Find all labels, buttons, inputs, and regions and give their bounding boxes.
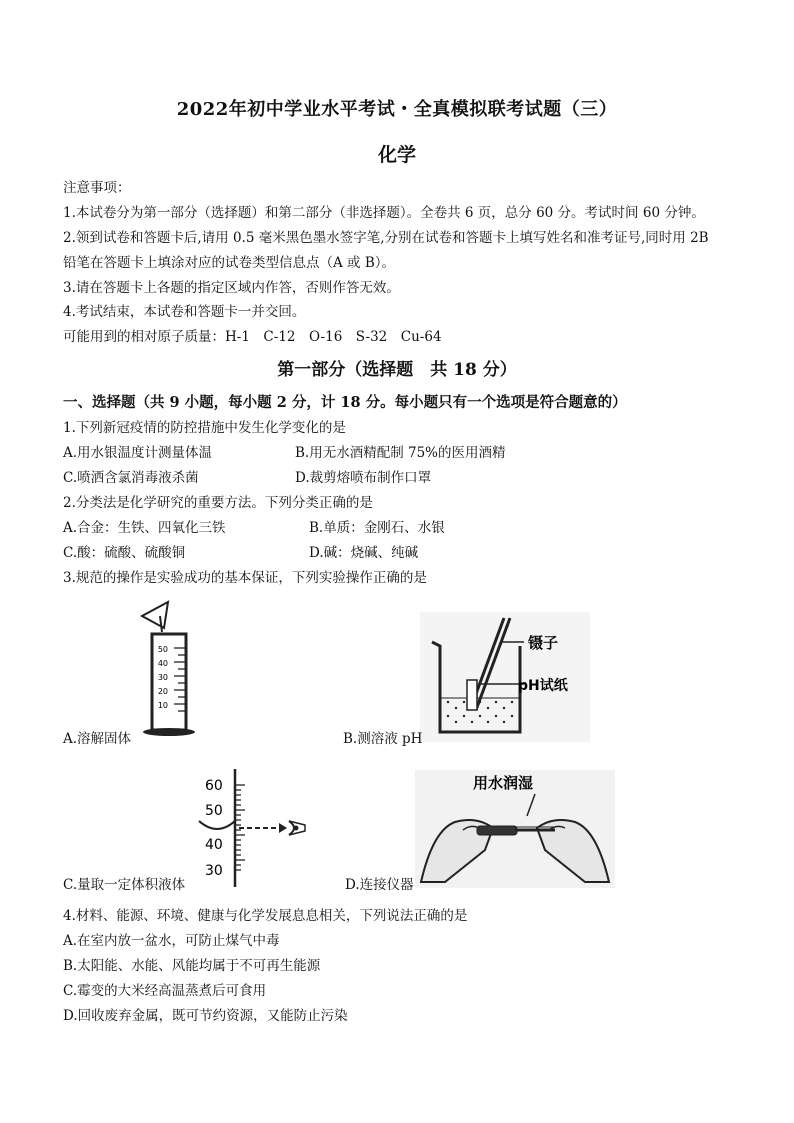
q3-option-b: B.测溶液 pH xyxy=(343,731,423,747)
q2-option-d: D.碱：烧碱、纯碱 xyxy=(309,545,419,561)
figure-a-dissolve-solid xyxy=(130,598,220,743)
note-item-4: 4.考试结束，本试卷和答题卡一并交回。 xyxy=(63,304,306,320)
part1-instruction: 一、选择题（共 9 小题，每小题 2 分，计 18 分。每小题只有一个选项是符合题意的） xyxy=(63,394,627,411)
atomic-masses: 可能用到的相对原子质量：H-1 C-12 O-16 S-32 Cu-64 xyxy=(63,329,442,345)
fig-a-tick-30: 30 xyxy=(157,673,168,682)
fig-b-label-tweezers: 镊子 xyxy=(528,634,559,652)
fig-a-tick-50: 50 xyxy=(157,645,168,654)
q3-option-a: A.溶解固体 xyxy=(63,731,132,747)
q3-stem: 3.规范的操作是实验成功的基本保证，下列实验操作正确的是 xyxy=(63,570,427,586)
fig-b-label-ph-paper: pH试纸 xyxy=(518,678,568,694)
q1-option-a: A.用水银温度计测量体温 xyxy=(63,445,213,461)
fig-c-tick-50: 50 xyxy=(205,803,223,819)
notes-heading: 注意事项： xyxy=(63,180,131,196)
fig-a-tick-40: 40 xyxy=(157,659,168,668)
subject-title: 化学 xyxy=(377,144,416,166)
q2-option-a: A.合金：生铁、四氧化三铁 xyxy=(63,520,226,536)
q2-option-c: C.酸：硫酸、硫酸铜 xyxy=(63,545,186,561)
q1-stem: 1.下列新冠疫情的防控措施中发生化学变化的是 xyxy=(63,420,346,436)
q2-option-b: B.单质：金刚石、水银 xyxy=(309,520,445,536)
q3-option-c: C.量取一定体积液体 xyxy=(63,877,186,893)
q2-stem: 2.分类法是化学研究的重要方法。下列分类正确的是 xyxy=(63,495,373,511)
note-item-1: 1.本试卷分为第一部分（选择题）和第二部分（非选择题）。全卷共 6 页，总分 60 分。考试时间 60 分钟。 xyxy=(63,205,705,221)
figure-d-connect-apparatus xyxy=(415,770,615,888)
q4-option-a: A.在室内放一盆水，可防止煤气中毒 xyxy=(63,933,280,949)
fig-c-tick-40: 40 xyxy=(205,837,223,853)
figure-c-measure-volume xyxy=(195,765,325,890)
q1-option-c: C.喷洒含氯消毒液杀菌 xyxy=(63,470,199,486)
q4-option-b: B.太阳能、水能、风能均属于不可再生能源 xyxy=(63,958,321,974)
note-item-2a: 2.领到试卷和答题卡后,请用 0.5 毫米黑色墨水签字笔,分别在试卷和答题卡上填写姓名和准考证号,同时用 2B xyxy=(63,230,709,246)
fig-d-label-wet-with-water: 用水润湿 xyxy=(473,774,534,792)
q4-stem: 4.材料、能源、环境、健康与化学发展息息相关，下列说法正确的是 xyxy=(63,908,468,924)
part1-title: 第一部分（选择题 共 18 分） xyxy=(277,360,517,380)
note-item-2b: 铅笔在答题卡上填涂对应的试卷类型信息点（A 或 B）。 xyxy=(63,255,396,271)
fig-a-tick-10: 10 xyxy=(157,701,168,710)
note-item-3: 3.请在答题卡上各题的指定区域内作答，否则作答无效。 xyxy=(63,280,400,296)
exam-title: 2022年初中学业水平考试・全真模拟联考试题（三） xyxy=(176,99,618,120)
fig-a-tick-20: 20 xyxy=(157,687,168,696)
q4-option-c: C.霉变的大米经高温蒸煮后可食用 xyxy=(63,983,267,999)
q4-option-d: D.回收废弃金属，既可节约资源，又能防止污染 xyxy=(63,1008,348,1024)
q3-option-d: D.连接仪器 xyxy=(345,877,414,893)
figure-b-measure-ph xyxy=(420,612,590,742)
fig-c-tick-60: 60 xyxy=(205,778,223,794)
fig-c-tick-30: 30 xyxy=(205,863,223,879)
q1-option-d: D.裁剪熔喷布制作口罩 xyxy=(295,470,432,486)
q1-option-b: B.用无水酒精配制 75%的医用酒精 xyxy=(295,445,506,461)
